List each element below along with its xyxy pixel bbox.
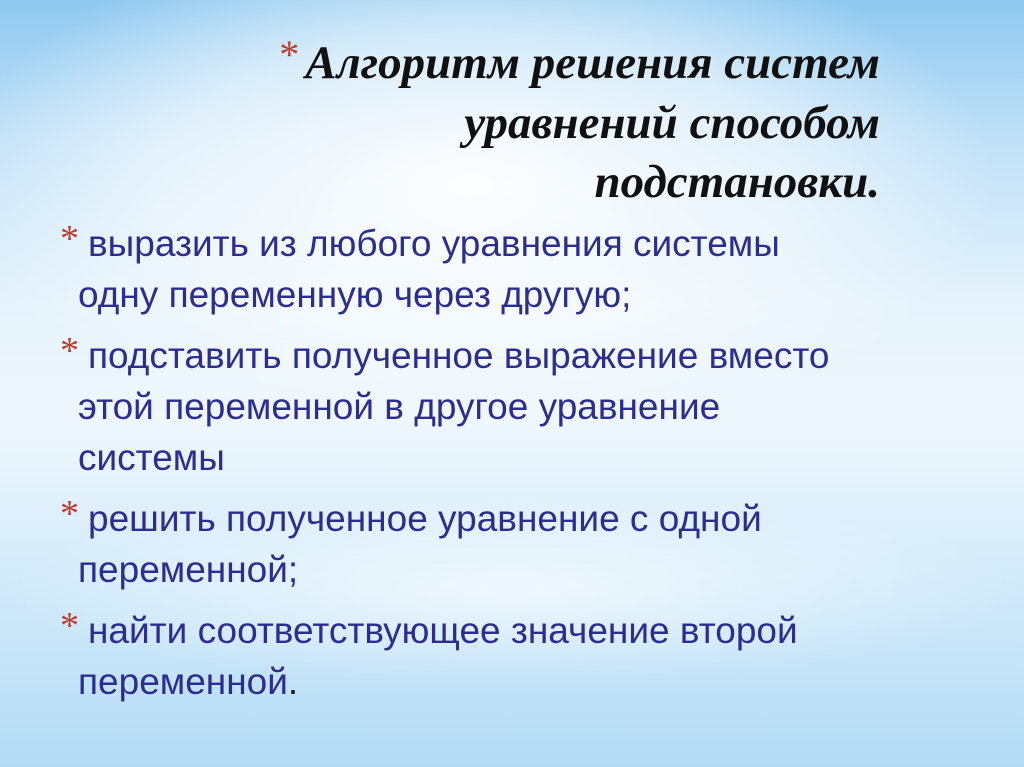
step-item-3 — [60, 493, 960, 595]
bullet-star-icon: * — [60, 493, 79, 535]
algorithm-steps-list — [60, 218, 960, 717]
step-item-4 — [60, 605, 960, 707]
title-line-2: уравнений способом — [464, 97, 880, 149]
title-line-3: подстановки. — [594, 156, 880, 208]
slide-title — [220, 34, 880, 212]
bullet-star-icon: * — [60, 330, 79, 372]
title-line-1: * Алгоритм решения систем — [279, 32, 880, 89]
step-text-4: найти соответствующее значение второй переменной. — [78, 610, 798, 702]
step-text-2: подставить полученное выражение вместо этой переменной в другое уравнение системы — [78, 335, 830, 478]
step-item-1 — [60, 218, 960, 320]
title-star-icon: * — [279, 32, 300, 77]
step-item-2 — [60, 330, 960, 483]
bullet-star-icon: * — [60, 218, 79, 260]
bullet-star-icon: * — [60, 605, 79, 647]
step-text-3: решить полученное уравнение с одной переменной; — [78, 498, 762, 590]
step-end-period: . — [287, 661, 299, 702]
step-text-1: выразить из любого уравнения системы одну переменную через другую; — [78, 223, 780, 315]
